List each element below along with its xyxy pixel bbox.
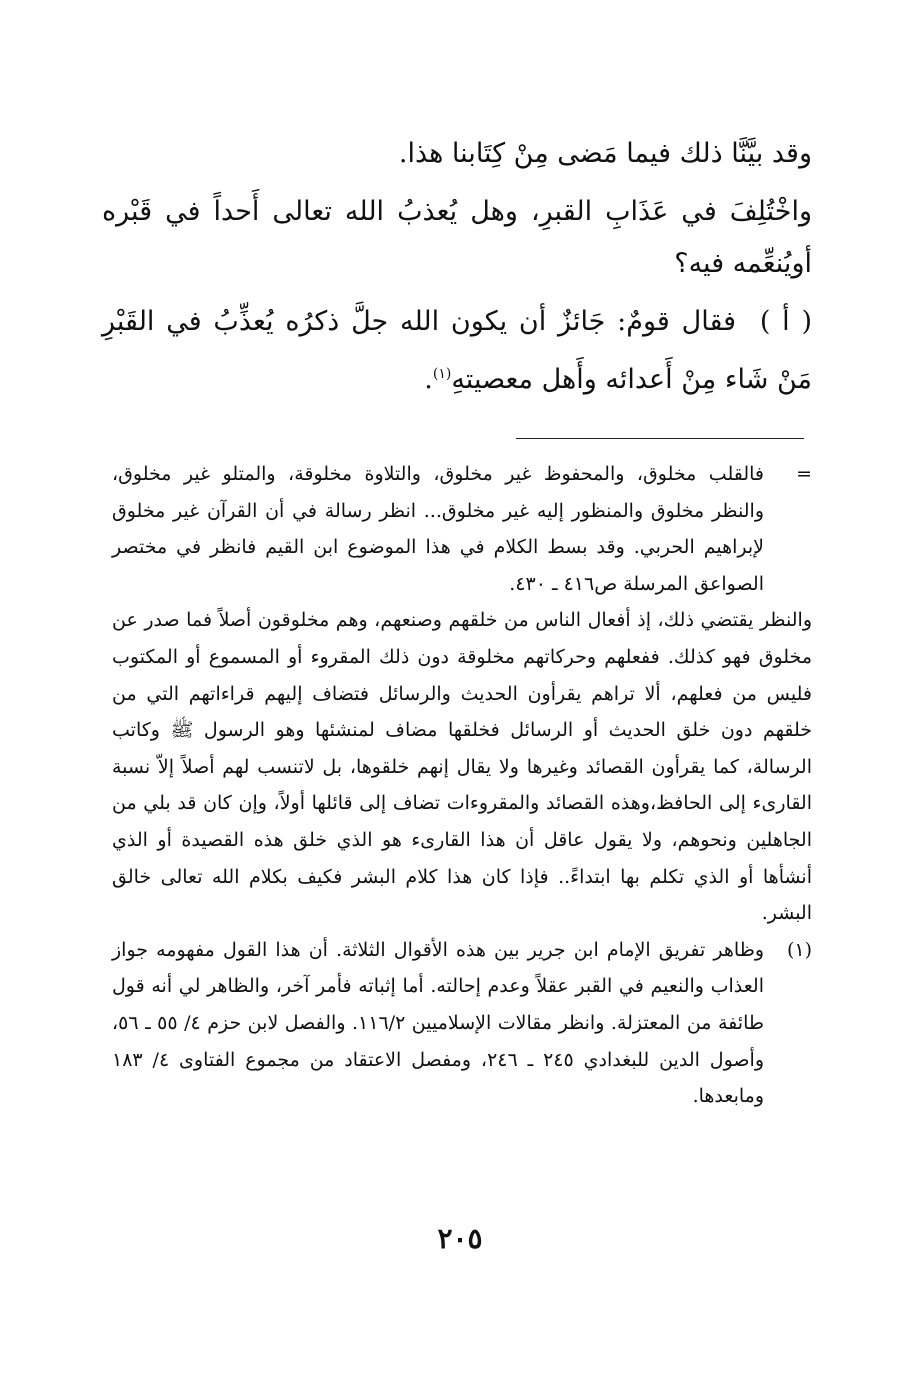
- footnote-1: [112, 932, 812, 1115]
- paragraph-1: وقد بيَّنَّا ذلك فيما مَضى مِنْ كِتَابنا هذا.: [398, 138, 812, 169]
- footnote-1-marker: (١): [786, 938, 812, 961]
- continuation-text-1: فالقلب مخلوق، والمحفوظ غير مخلوق، والتلاوة مخلوقة، والمتلو غير مخلوق، والنظر مخلوق والمنظور إليه غير مخلوق... انظر رسالة في أن القرآن غير مخلوق لإبراهيم الحربي. وقد بسط الكلام في هذا الموضوع ابن القيم فانظر في مختصر الصواعق المرسلة ص٤١٦ ـ ٤٣٠.: [112, 463, 764, 595]
- footnote-separator: [516, 438, 804, 439]
- main-text: [102, 128, 812, 412]
- paragraph-3: [102, 296, 812, 406]
- page-number: ٢٠٥: [437, 1222, 483, 1255]
- paragraph-2: واخْتُلِفَ في عَذَابِ القبرِ، وهل يُعذبُ الله تعالى أَحداً في قَبْره أويُنعِّمه فيه؟: [102, 196, 812, 279]
- footnote-1-text: وظاهر تفريق الإمام ابن جرير بين هذه الأقوال الثلاثة. أن هذا القول مفهومه جواز العذاب والنعيم في القبر عقلاً وعدم إحالته. أما إثباته فأمر آخر، والظاهر لي أنه قول طائفة من المعتزلة. وانظر مقالات الإسلاميين ١١٦/٢. والفصل لابن حزم ٤/ ٥٥ ـ ٥٦، وأصول الدين للبغدادي ٢٤٥ ـ ٢٤٦، ومفصل الاعتقاد من مجموع الفتاوى ٤/ ١٨٣ ومابعدها.: [112, 938, 764, 1108]
- continuation-marker: =: [796, 463, 812, 485]
- footnotes: [112, 456, 812, 1115]
- paragraph-3-text: فقال قومٌ: جَائزٌ أن يكون الله جلَّ ذكرُه يُعذِّبُ في القَبْرِ مَنْ شَاء مِنْ أَعدائه وأَهل معصيتهِ: [102, 306, 812, 395]
- paragraph-3-label: ( أ ): [759, 306, 812, 337]
- footnote-ref-1[interactable]: (١): [432, 366, 452, 382]
- paragraph-3-end: .: [424, 364, 433, 395]
- continuation-text-2: والنظر يقتضي ذلك، إذ أفعال الناس من خلقهم وصنعهم، وهم مخلوقون أصلاً فما صدر عن مخلوق فهو كذلك. ففعلهم وحركاتهم مخلوقة دون ذلك المقروء أو المسموع أو المكتوب فليس من فعلهم، ألا تراهم يقرأون الحديث والرسائل فتضاف إليهم قراءاتهم التي من خلقهم دون خلق الحديث أو الرسائل فخلقها مضاف لمنشئها وهو الرسول ﷺ وكاتب الرسالة، كما يقرأون القصائد وغيرها ولا يقال إنهم خلقوها، بل لاتنسب لهم أصلاً إلاّ نسبة القارىء إلى الحافظ،وهذه القصائد والمقروءات تضاف إلى قائلها أولاً، وإن كان قد بلي من الجاهلين ونحوهم، ولا يقول عاقل أن هذا القارىء هو الذي خلق هذه القصيدة أو الذي أنشأها أو الذي تكلم بها ابتداءً.. فإذا كان هذا كلام البشر فكيف بكلام الله تعالى خالق البشر.: [112, 609, 812, 925]
- footnote-continuation: [112, 456, 812, 602]
